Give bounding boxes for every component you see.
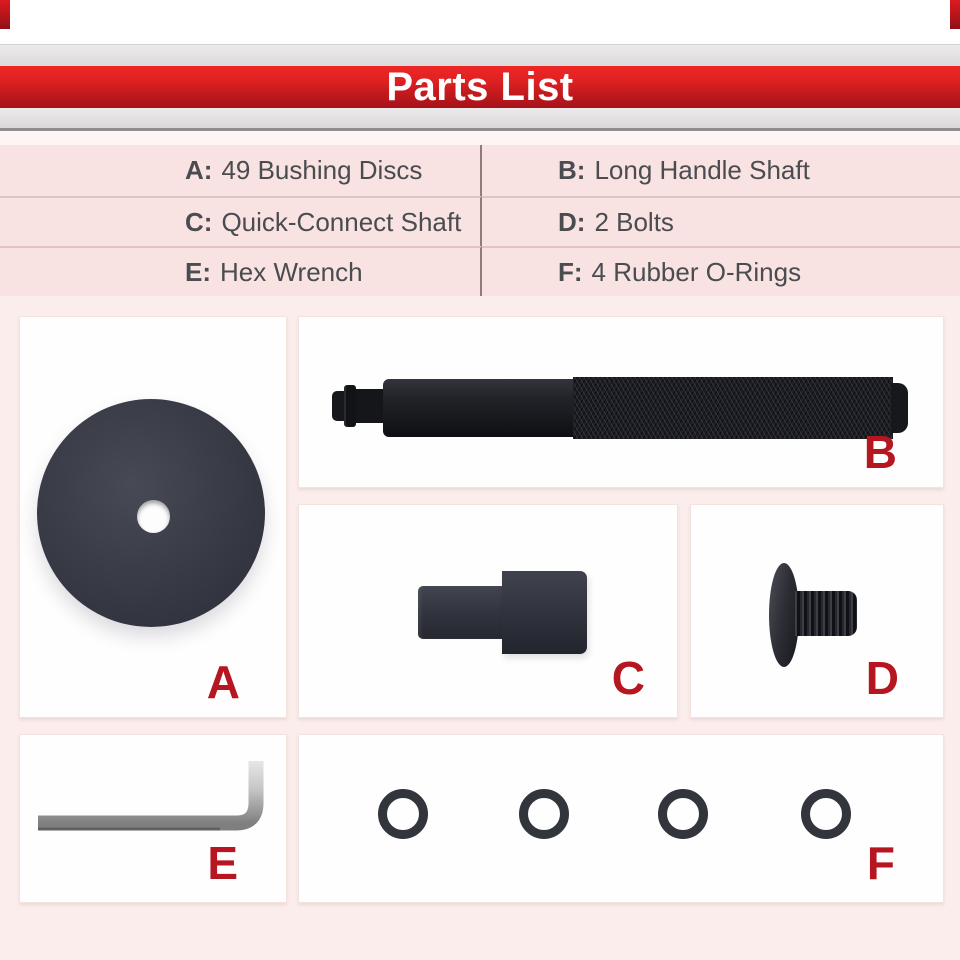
part-key: B: [558,155,586,185]
panel-label-b: B [863,426,897,478]
shaft-knurled-grip-image [573,377,893,439]
divider-strip [0,131,960,145]
panel-hex-wrench [19,734,287,903]
part-key: E: [185,256,211,287]
panel-label-d: D [865,652,899,704]
shaft-tip-ring-image [344,385,356,427]
panel-bolt [690,504,944,718]
panel-long-handle-shaft [298,316,944,488]
shaft-body-image [383,379,573,437]
part-desc: Quick-Connect Shaft [221,206,462,237]
parts-table [0,145,960,296]
panel-quick-connect-shaft [298,504,678,718]
decor-stripe-right [950,0,960,29]
table-cell-c [0,196,482,246]
panel-bushing-disc [19,316,287,718]
shaft-tip-image [332,391,344,421]
panel-label-f: F [866,837,895,889]
panel-label-c: C [611,652,645,704]
shaft-neck-image [356,389,384,423]
o-ring-image [378,789,428,839]
part-desc: 49 Bushing Discs [221,155,423,185]
disc-hole [137,500,170,533]
part-desc: Long Handle Shaft [594,155,810,185]
part-key: F: [558,256,583,287]
table-cell-b [482,145,960,196]
banner [0,66,960,108]
table-cell-d [482,196,960,246]
table-cell-a [0,145,482,196]
part-desc: 4 Rubber O-Rings [591,256,802,287]
o-ring-image [519,789,569,839]
part-key: A: [185,155,213,185]
o-ring-image [658,789,708,839]
hex-wrench-image [20,735,286,902]
part-desc: 2 Bolts [594,206,674,237]
quick-connect-large-cylinder-image [502,571,587,654]
page-title: Parts List [386,64,574,109]
part-desc: Hex Wrench [220,256,363,287]
table-cell-e [0,246,482,296]
panel-label-a: A [206,656,240,708]
part-key: D: [558,206,586,237]
o-ring-image [801,789,851,839]
table-cell-f [482,246,960,296]
bolt-thread-image [795,591,857,636]
panel-label-e: E [207,837,238,889]
banner-frame-bottom [0,108,960,131]
part-key: C: [185,206,213,237]
quick-connect-small-cylinder-image [418,586,502,639]
panel-rubber-o-rings [298,734,944,903]
decor-stripe-left [0,0,10,29]
